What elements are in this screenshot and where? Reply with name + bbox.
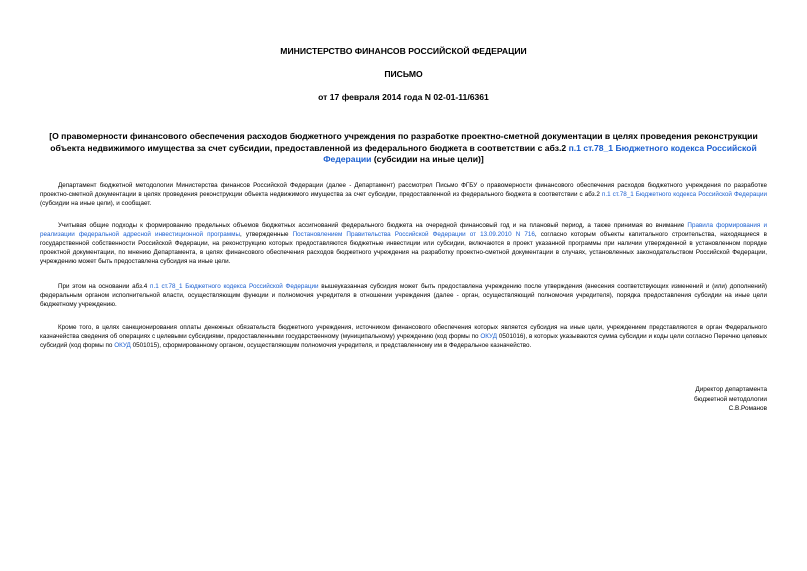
subject-text-1: [О правомерности финансового обеспечения расходов бюджетного учреждения по разработке проектно-сметной документации в целях проведения реконструкции объекта недвижимого имущества за счет субсидии, предоставленной из федерального бюджета в соответствии с абз.2 bbox=[49, 131, 758, 153]
p4-link-okud-2[interactable]: ОКУД bbox=[114, 341, 131, 349]
p2-link-resolution[interactable]: Постановлением Правительства Российской Федерации от 13.09.2010 N 716 bbox=[292, 230, 535, 238]
paragraph-1 bbox=[40, 182, 767, 209]
signature-position: Директор департамента bbox=[695, 386, 767, 393]
p2-text-1: Учитывая общие подходы к формированию предельных объемов бюджетных ассигнований федерального бюджета на очередной финансовый год и на плановый период, а также принимая во внимание bbox=[58, 222, 688, 229]
p1-text-2: (субсидии на иные цели), и сообщает. bbox=[40, 199, 152, 207]
p3-link-budget-code[interactable]: п.1 ст.78_1 Бюджетного кодекса Российской Федерации bbox=[150, 283, 319, 290]
paragraph-3 bbox=[40, 283, 767, 310]
p1-link-budget-code[interactable]: п.1 ст.78_1 Бюджетного кодекса Российской Федерации bbox=[601, 190, 767, 198]
paragraph-4 bbox=[40, 324, 767, 351]
document-subject bbox=[40, 131, 767, 166]
p4-text-3: 0501015), сформированному органом, осуществляющим полномочия учредителя, и представленному им в Федеральное казначейство. bbox=[130, 341, 532, 349]
p2-text-2: , утвержденные bbox=[239, 230, 293, 238]
signature-block bbox=[627, 385, 767, 414]
document-type: ПИСЬМО bbox=[384, 69, 423, 79]
p4-link-okud-1[interactable]: ОКУД bbox=[480, 332, 498, 340]
p3-text-1: При этом на основании абз.4 bbox=[58, 283, 151, 290]
ministry-title: МИНИСТЕРСТВО ФИНАНСОВ РОССИЙСКОЙ ФЕДЕРАЦИИ bbox=[280, 46, 527, 56]
p1-text-1: Департамент бюджетной методологии Министерства финансов Российской Федерации (далее - Департамент) рассмотрел Письмо ФГБУ о правомерности финансового обеспечения расходов бюджетного учреждения по разработке проектно-сметной документации в целях проведения реконструкции объекта недвижимого имущества за счет субсидии, предоставленной из федерального бюджета в соответствии с абз.2 bbox=[40, 182, 767, 198]
p4-text-1: Кроме того, в целях санкционирования оплаты денежных обязательств бюджетного учреждения, источником финансового обеспечения которых является субсидия на иные цели, учреждением представляются в орган Федерального казначейства сведения об операциях с целевыми субсидиями, предоставленными государственному (муниципальному) учреждению (код формы по bbox=[40, 324, 767, 340]
subject-link-budget-code[interactable]: п.1 ст.78_1 Бюджетного кодекса Российской Федерации bbox=[323, 142, 757, 164]
signature-department: бюджетной методологии bbox=[694, 395, 767, 403]
paragraph-2 bbox=[40, 222, 767, 267]
p3-text-2: вышеуказанная субсидия может быть предоставлена учреждению после утверждения (внесения соответствующих изменений и (или) дополнений) федеральным органом исполнительной власти, осуществляющим функции и полномочия учредителя в отношении учреждения (далее - орган, осуществляющий полномочия учредителя), порядка предоставления субсидии на иные цели бюджетному учреждению. bbox=[40, 283, 767, 308]
p4-text-2: 0501016), в которых указываются сумма субсидии и коды цели согласно Перечню целевых субсидий (код формы по bbox=[40, 332, 767, 349]
p2-link-rules[interactable]: Правила формирования и реализации федеральной адресной инвестиционной программы bbox=[40, 222, 767, 238]
p2-text-3: , согласно которым объекты капитального строительства, находящиеся в государственной собственности Российской Федерации, на реконструкцию которых предоставляются бюджетные инвестиции или субсидии, включаются в проект указанной программы при наличии утвержденной в установленном порядке проектной документации, по мнению Департамента, в целях финансового обеспечения расходов бюджетного учреждения на разработку проектно-сметной документации в случаях, установленных законодательством Российской Федерации, учреждению может быть предоставлена субсидия на иные цели. bbox=[40, 230, 767, 265]
signature-name: С.В.Романов bbox=[728, 405, 767, 412]
document-date-number: от 17 февраля 2014 года N 02-01-11/6361 bbox=[318, 92, 489, 102]
subject-text-2: (субсидии на иные цели)] bbox=[371, 154, 484, 164]
